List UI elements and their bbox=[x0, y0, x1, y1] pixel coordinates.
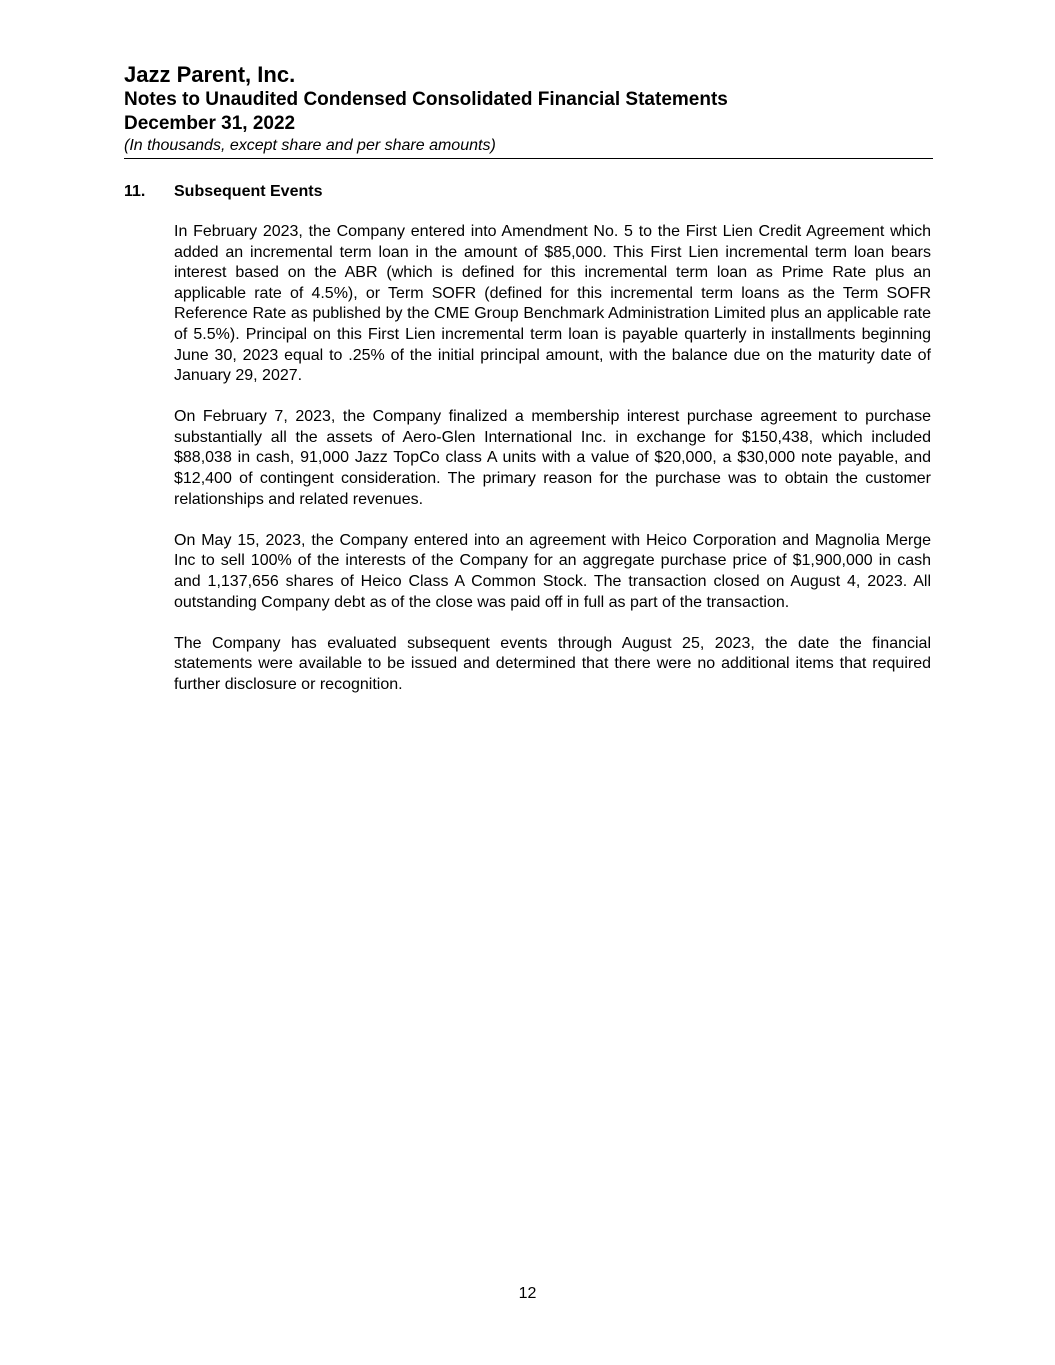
page-number: 12 bbox=[518, 1285, 537, 1302]
document-date: December 31, 2022 bbox=[124, 113, 296, 134]
units-note: (In thousands, except share and per share amounts) bbox=[124, 137, 496, 154]
section-title: Subsequent Events bbox=[174, 183, 323, 200]
paragraph-amendment: In February 2023, the Company entered into Amendment No. 5 to the First Lien Credit Agreement which added an incremental term loan in the amount of $85,000. This First Lien incremental term loan bears interest based on the ABR (which is defined for this incremental term loan as Prime Rate plus an applicable rate of 4.5%), or Term SOFR (defined for this incremental term loans as the Term SOFR Reference Rate as published by the CME Group Benchmark Administration Limited plus an applicable rate of 5.5%). Principal on this First Lien incremental term loan is payable quarterly in installments beginning June 30, 2023 equal to .25% of the initial principal amount, with the balance due on the maturity date of January 29, 2027. bbox=[174, 223, 931, 385]
document-header bbox=[124, 62, 933, 159]
section-body bbox=[174, 222, 931, 716]
paragraph-acquisition: On February 7, 2023, the Company finalized a membership interest purchase agreement to purchase substantially all the assets of Aero-Glen International Inc. in exchange for $150,438, which included $88,038 in cash, 91,000 Jazz TopCo class A units with a value of $20,000, a $30,000 note payable, and $12,400 of contingent consideration. The primary reason for the purchase was to obtain the customer relationships and related revenues. bbox=[174, 408, 931, 508]
section-heading bbox=[124, 182, 322, 202]
paragraph-sale-agreement: On May 15, 2023, the Company entered into an agreement with Heico Corporation and Magnolia Merge Inc to sell 100% of the interests of the Company for an aggregate purchase price of $1,900,000 in cash and 1,137,656 shares of Heico Class A Common Stock. The transaction closed on August 4, 2023. All outstanding Company debt as of the close was paid off in full as part of the transaction. bbox=[174, 531, 931, 611]
section-number: 11. bbox=[124, 183, 146, 200]
paragraph-evaluation: The Company has evaluated subsequent events through August 25, 2023, the date the financial statements were available to be issued and determined that there were no additional items that required further disclosure or recognition. bbox=[174, 634, 931, 693]
company-name: Jazz Parent, Inc. bbox=[124, 62, 296, 87]
document-title: Notes to Unaudited Condensed Consolidated Financial Statements bbox=[124, 89, 728, 110]
